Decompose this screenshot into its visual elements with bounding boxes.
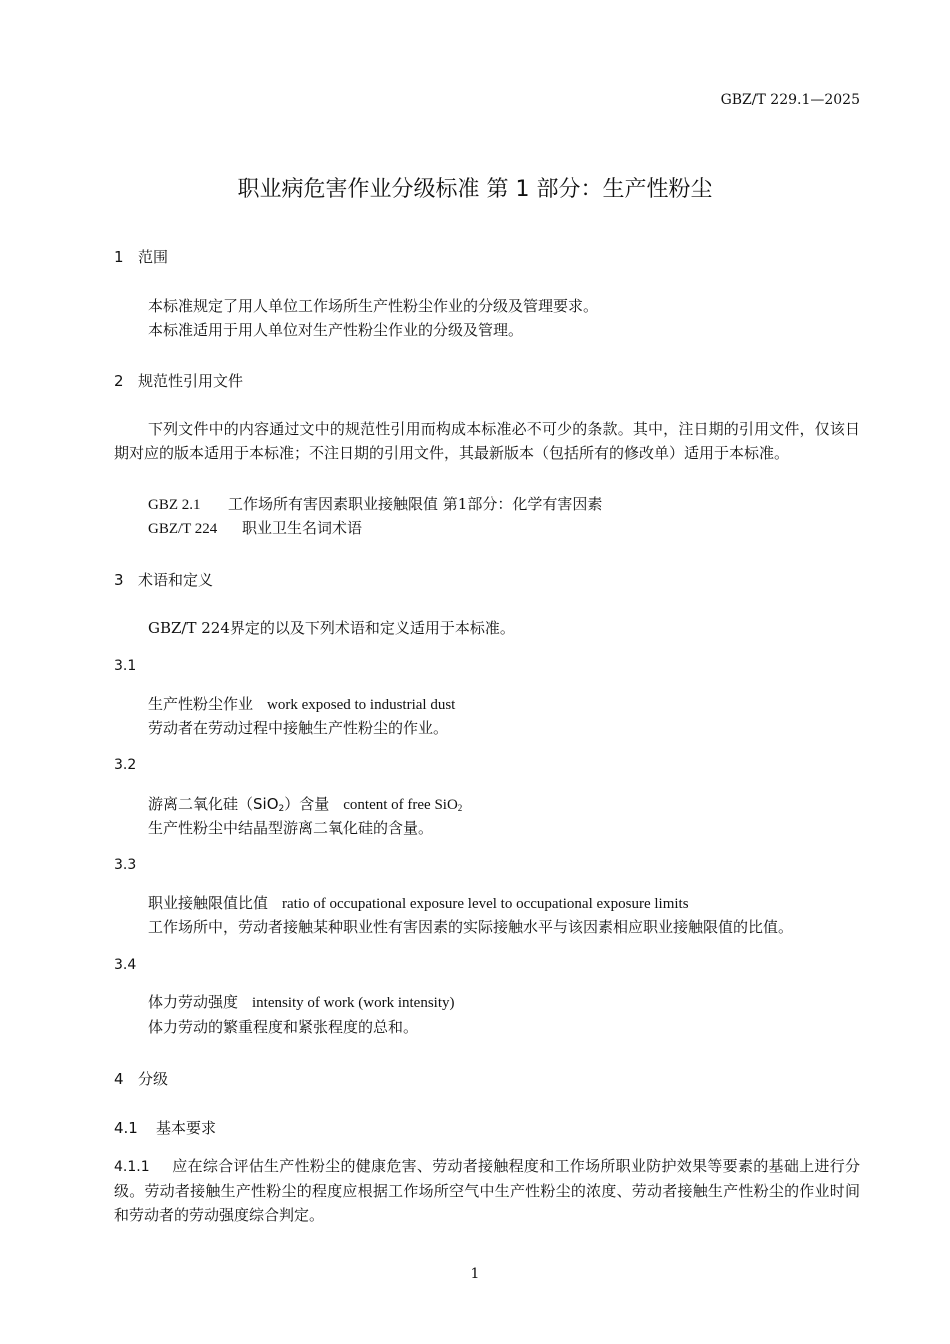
term-chinese: 生产性粉尘作业: [148, 695, 254, 713]
term-english: intensity of work (work intensity): [252, 995, 455, 1011]
term-number: 3.2: [114, 757, 137, 773]
normative-references-intro: 下列文件中的内容通过文中的规范性引用而构成本标准必不可少的条款。其中，注日期的引用文件，仅该日期对应的版本适用于本标准；不注日期的引用文件，其最新版本（包括所有的修改单）适用于本标准。: [114, 420, 860, 462]
subsection-title: 基本要求: [156, 1119, 217, 1137]
term-definition: 劳动者在劳动过程中接触生产性粉尘的作业。: [148, 719, 449, 737]
scope-paragraph-2: 本标准适用于用人单位对生产性粉尘作业的分级及管理。: [148, 321, 524, 339]
term-chinese: 职业接触限值比值: [148, 894, 269, 912]
section-number: 2: [114, 372, 124, 390]
term-number: 3.1: [114, 658, 137, 674]
reference-title: 职业卫生名词术语: [242, 519, 363, 537]
section-number: 4: [114, 1070, 124, 1088]
reference-code: GBZ/T 224: [148, 521, 218, 537]
clause-number: 4.1.1: [114, 1159, 150, 1175]
term-entry: [148, 990, 455, 1015]
term-english: ratio of occupational exposure level to occupational exposure limits: [282, 896, 689, 912]
section-4-heading: [114, 1068, 168, 1089]
section-3-heading: [114, 569, 213, 590]
term-entry: [148, 891, 689, 916]
term-chinese: 游离二氧化硅（SiO$_2$）含量: [148, 795, 330, 814]
document-title: 职业病危害作业分级标准 第 1 部分：生产性粉尘: [237, 177, 713, 202]
reference-item: [148, 492, 602, 517]
term-entry: [148, 692, 455, 717]
reference-item: [148, 516, 362, 541]
term-definition: 生产性粉尘中结晶型游离二氧化硅的含量。: [148, 819, 434, 837]
section-title: 分级: [138, 1070, 169, 1088]
subsection-number: 4.1: [114, 1119, 138, 1137]
reference-title: 工作场所有害因素职业接触限值 第1部分：化学有害因素: [228, 495, 603, 513]
section-number: 3: [114, 571, 124, 589]
section-title: 规范性引用文件: [138, 372, 244, 390]
section-number: 1: [114, 248, 124, 266]
term-english: content of free SiO$_2$: [343, 797, 463, 813]
section-2-heading: [114, 370, 243, 391]
section-title: 术语和定义: [138, 571, 214, 589]
section-title: 范围: [138, 248, 169, 266]
page-number: 1: [470, 1266, 480, 1282]
term-definition: 体力劳动的繁重程度和紧张程度的总和。: [148, 1018, 419, 1036]
term-number: 3.3: [114, 857, 137, 873]
document-code: GBZ/T 229.1—2025: [720, 92, 860, 108]
term-number: 3.4: [114, 957, 137, 973]
section-1-heading: [114, 246, 168, 267]
term-definition: 工作场所中，劳动者接触某种职业性有害因素的实际接触水平与该因素相应职业接触限值的比值。: [148, 918, 794, 936]
clause-text: 应在综合评估生产性粉尘的健康危害、劳动者接触程度和工作场所职业防护效果等要素的基础上进行分级。劳动者接触生产性粉尘的程度应根据工作场所空气中生产性粉尘的浓度、劳动者接触生产性粉尘的作业时间和劳动者的劳动强度综合判定。: [114, 1157, 860, 1224]
scope-paragraph-1: 本标准规定了用人单位工作场所生产性粉尘作业的分级及管理要求。: [148, 297, 599, 315]
reference-code: GBZ 2.1: [148, 497, 201, 513]
subsection-4-1-heading: [114, 1117, 216, 1138]
term-chinese: 体力劳动强度: [148, 993, 239, 1011]
clause-4-1-1: [114, 1154, 860, 1227]
term-english: work exposed to industrial dust: [267, 697, 456, 713]
terms-intro: GBZ/T 224界定的以及下列术语和定义适用于本标准。: [148, 619, 515, 637]
